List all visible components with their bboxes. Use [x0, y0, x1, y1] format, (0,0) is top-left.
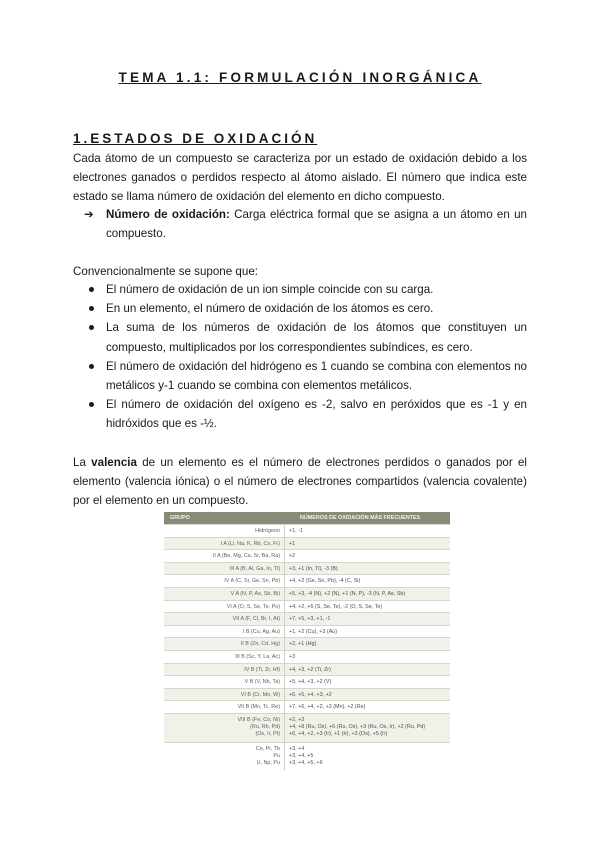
group-cell: VII A (F, Cl, Br, I, At) — [232, 616, 280, 623]
header-group: GRUPO — [170, 515, 190, 521]
numbers-cell: +2, +1 (Hg) — [289, 641, 317, 648]
numbers-cell: +1, -1 — [289, 528, 303, 534]
group-cell: Hidrógeno — [255, 528, 280, 534]
table-row — [164, 742, 450, 771]
group-cell: III B (Sc, Y, La, Ac) — [235, 653, 280, 660]
numbers-cell: +2, +3 +4, +8 (Ru, Os), +6 (Ru, Os), +3 (Ru, Os, Ir), +2 (Ru, Pd) +6, +4, +2, +3 (Ir), +1 (Ir), +3 (Os), +5 (Ir) — [289, 716, 426, 737]
definition-text: Carga eléctrica formal que se asigna a un átomo en un compuesto. — [106, 208, 527, 241]
table-row — [164, 612, 450, 625]
table-row — [164, 600, 450, 613]
bullet-icon — [89, 364, 94, 369]
numbers-cell: +5, +3, -4 (N), +2 (N), +1 (N, P), -3 (N, P, As, Sb) — [289, 590, 406, 597]
definition-term: Número de oxidación: — [106, 208, 230, 221]
numbers-cell: +1, +2 (Cu), +3 (Au) — [289, 628, 338, 635]
group-cell: V B (V, Nb, Ta) — [244, 679, 280, 686]
numbers-cell: +4, +2 (Ge, Sn, Pb), -4 (C, Si) — [289, 578, 361, 585]
group-cell: VI A (O, S, Se, Te, Po) — [226, 603, 280, 610]
list-item: El número de oxidación del hidrógeno es 1 cuando se combina con elementos no metálicos y-1 cuando se combina con elementos metálicos. — [73, 357, 527, 395]
list-item: La suma de los números de oxidación de los átomos que constituyen un compuesto, multiplicados por los correspondientes subíndices, es cero. — [73, 318, 527, 356]
section-heading: 1.ESTADOS DE OXIDACIÓN — [73, 131, 318, 146]
convention-intro: Convencionalmente se supone que: — [73, 265, 258, 278]
bullet-icon — [89, 287, 94, 292]
rules-list — [73, 280, 527, 434]
table-row — [164, 587, 450, 600]
group-cell: IV B (Ti, Zr, Hf) — [244, 666, 280, 673]
bullet-icon — [89, 306, 94, 311]
group-cell: VII B (Mn, Tc, Re) — [237, 704, 280, 711]
table-row — [164, 524, 450, 537]
numbers-cell: +7, +5, +3, +1, -1 — [289, 616, 331, 623]
header-numbers: NÚMEROS DE OXIDACIÓN MÁS FRECUENTES — [300, 515, 421, 521]
group-cell: Ce, Pr, Tb Pu U, Np, Pu — [255, 745, 280, 766]
group-cell: V A (N, P, As, Sb, Bi) — [230, 590, 280, 597]
table-header — [164, 512, 450, 524]
numbers-cell: +3 — [289, 653, 296, 660]
numbers-cell: +1 — [289, 540, 296, 547]
group-cell: IV A (C, Si, Ge, Sn, Pb) — [224, 578, 280, 585]
table-row — [164, 562, 450, 575]
table-row — [164, 625, 450, 638]
group-cell: II B (Zn, Cd, Hg) — [240, 641, 280, 648]
numbers-cell: +2 — [289, 553, 296, 560]
numbers-cell: +3, +4 +3, +4, +5 +3, +4, +5, +6 — [289, 745, 323, 766]
list-item: El número de oxidación del oxígeno es -2, salvo en peróxidos que es -1 y en hidróxidos que es -½. — [73, 395, 527, 433]
numbers-cell: +5, +4, +3, +2 (V) — [289, 679, 332, 686]
group-cell: VIII B (Fe, Co, Ni) (Ru, Rh, Pd) (Os, Ir, Pt) — [237, 716, 280, 737]
list-item: En un elemento, el número de oxidación de los átomos es cero. — [73, 299, 527, 318]
table-row — [164, 713, 450, 742]
oxidation-number-definition — [84, 205, 527, 243]
list-item: El número de oxidación de un ion simple coincide con su carga. — [73, 280, 527, 299]
table-row — [164, 537, 450, 550]
table-row — [164, 637, 450, 650]
oxidation-numbers-table — [164, 512, 450, 771]
valencia-term: valencia — [91, 456, 137, 469]
group-cell: I B (Cu, Ag, Au) — [242, 628, 280, 635]
intro-paragraph: Cada átomo de un compuesto se caracteriza por un estado de oxidación debido a los electrones ganados o perdidos respecto al átomo aislado. El número que indica este estado se llama número de oxidación del elemento en dicho compuesto. — [73, 152, 527, 204]
numbers-cell: +3, +1 (In, Tl), -3 (B) — [289, 565, 338, 572]
numbers-cell: +4, +3, +2 (Ti, Zr) — [289, 666, 331, 673]
group-cell: I A (Li, Na, K, Rb, Cs, Fr) — [220, 540, 280, 547]
arrow-right-icon: ➔ — [84, 208, 94, 221]
group-cell: VI B (Cr, Mo, W) — [240, 691, 280, 698]
table-row — [164, 688, 450, 701]
numbers-cell: +7, +6, +4, +2, +3 (Mn), +2 (Re) — [289, 704, 366, 711]
bullet-icon — [89, 325, 94, 330]
numbers-cell: +6, +5, +4, +3, +2 — [289, 691, 332, 698]
table-row — [164, 700, 450, 713]
table-row — [164, 549, 450, 562]
group-cell: II A (Be, Mg, Ca, Sr, Ba, Ra) — [212, 553, 280, 560]
numbers-cell: +4, +2, +6 (S, Se, Te), -2 (O, S, Se, Te) — [289, 603, 383, 610]
valencia-paragraph: La valencia de un elemento es el número de electrones perdidos o ganados por el elemento (valencia iónica) o el número de electrones compartidos (valencia covalente) por el elemento en un compuesto. — [73, 456, 527, 508]
bullet-icon — [89, 402, 94, 407]
page-title: TEMA 1.1: FORMULACIÓN INORGÁNICA — [118, 70, 482, 85]
table-row — [164, 574, 450, 587]
table-row — [164, 663, 450, 676]
table-body — [164, 524, 450, 771]
table-row — [164, 675, 450, 688]
table-row — [164, 650, 450, 663]
group-cell: III A (B, Al, Ga, In, Tl) — [229, 565, 280, 572]
